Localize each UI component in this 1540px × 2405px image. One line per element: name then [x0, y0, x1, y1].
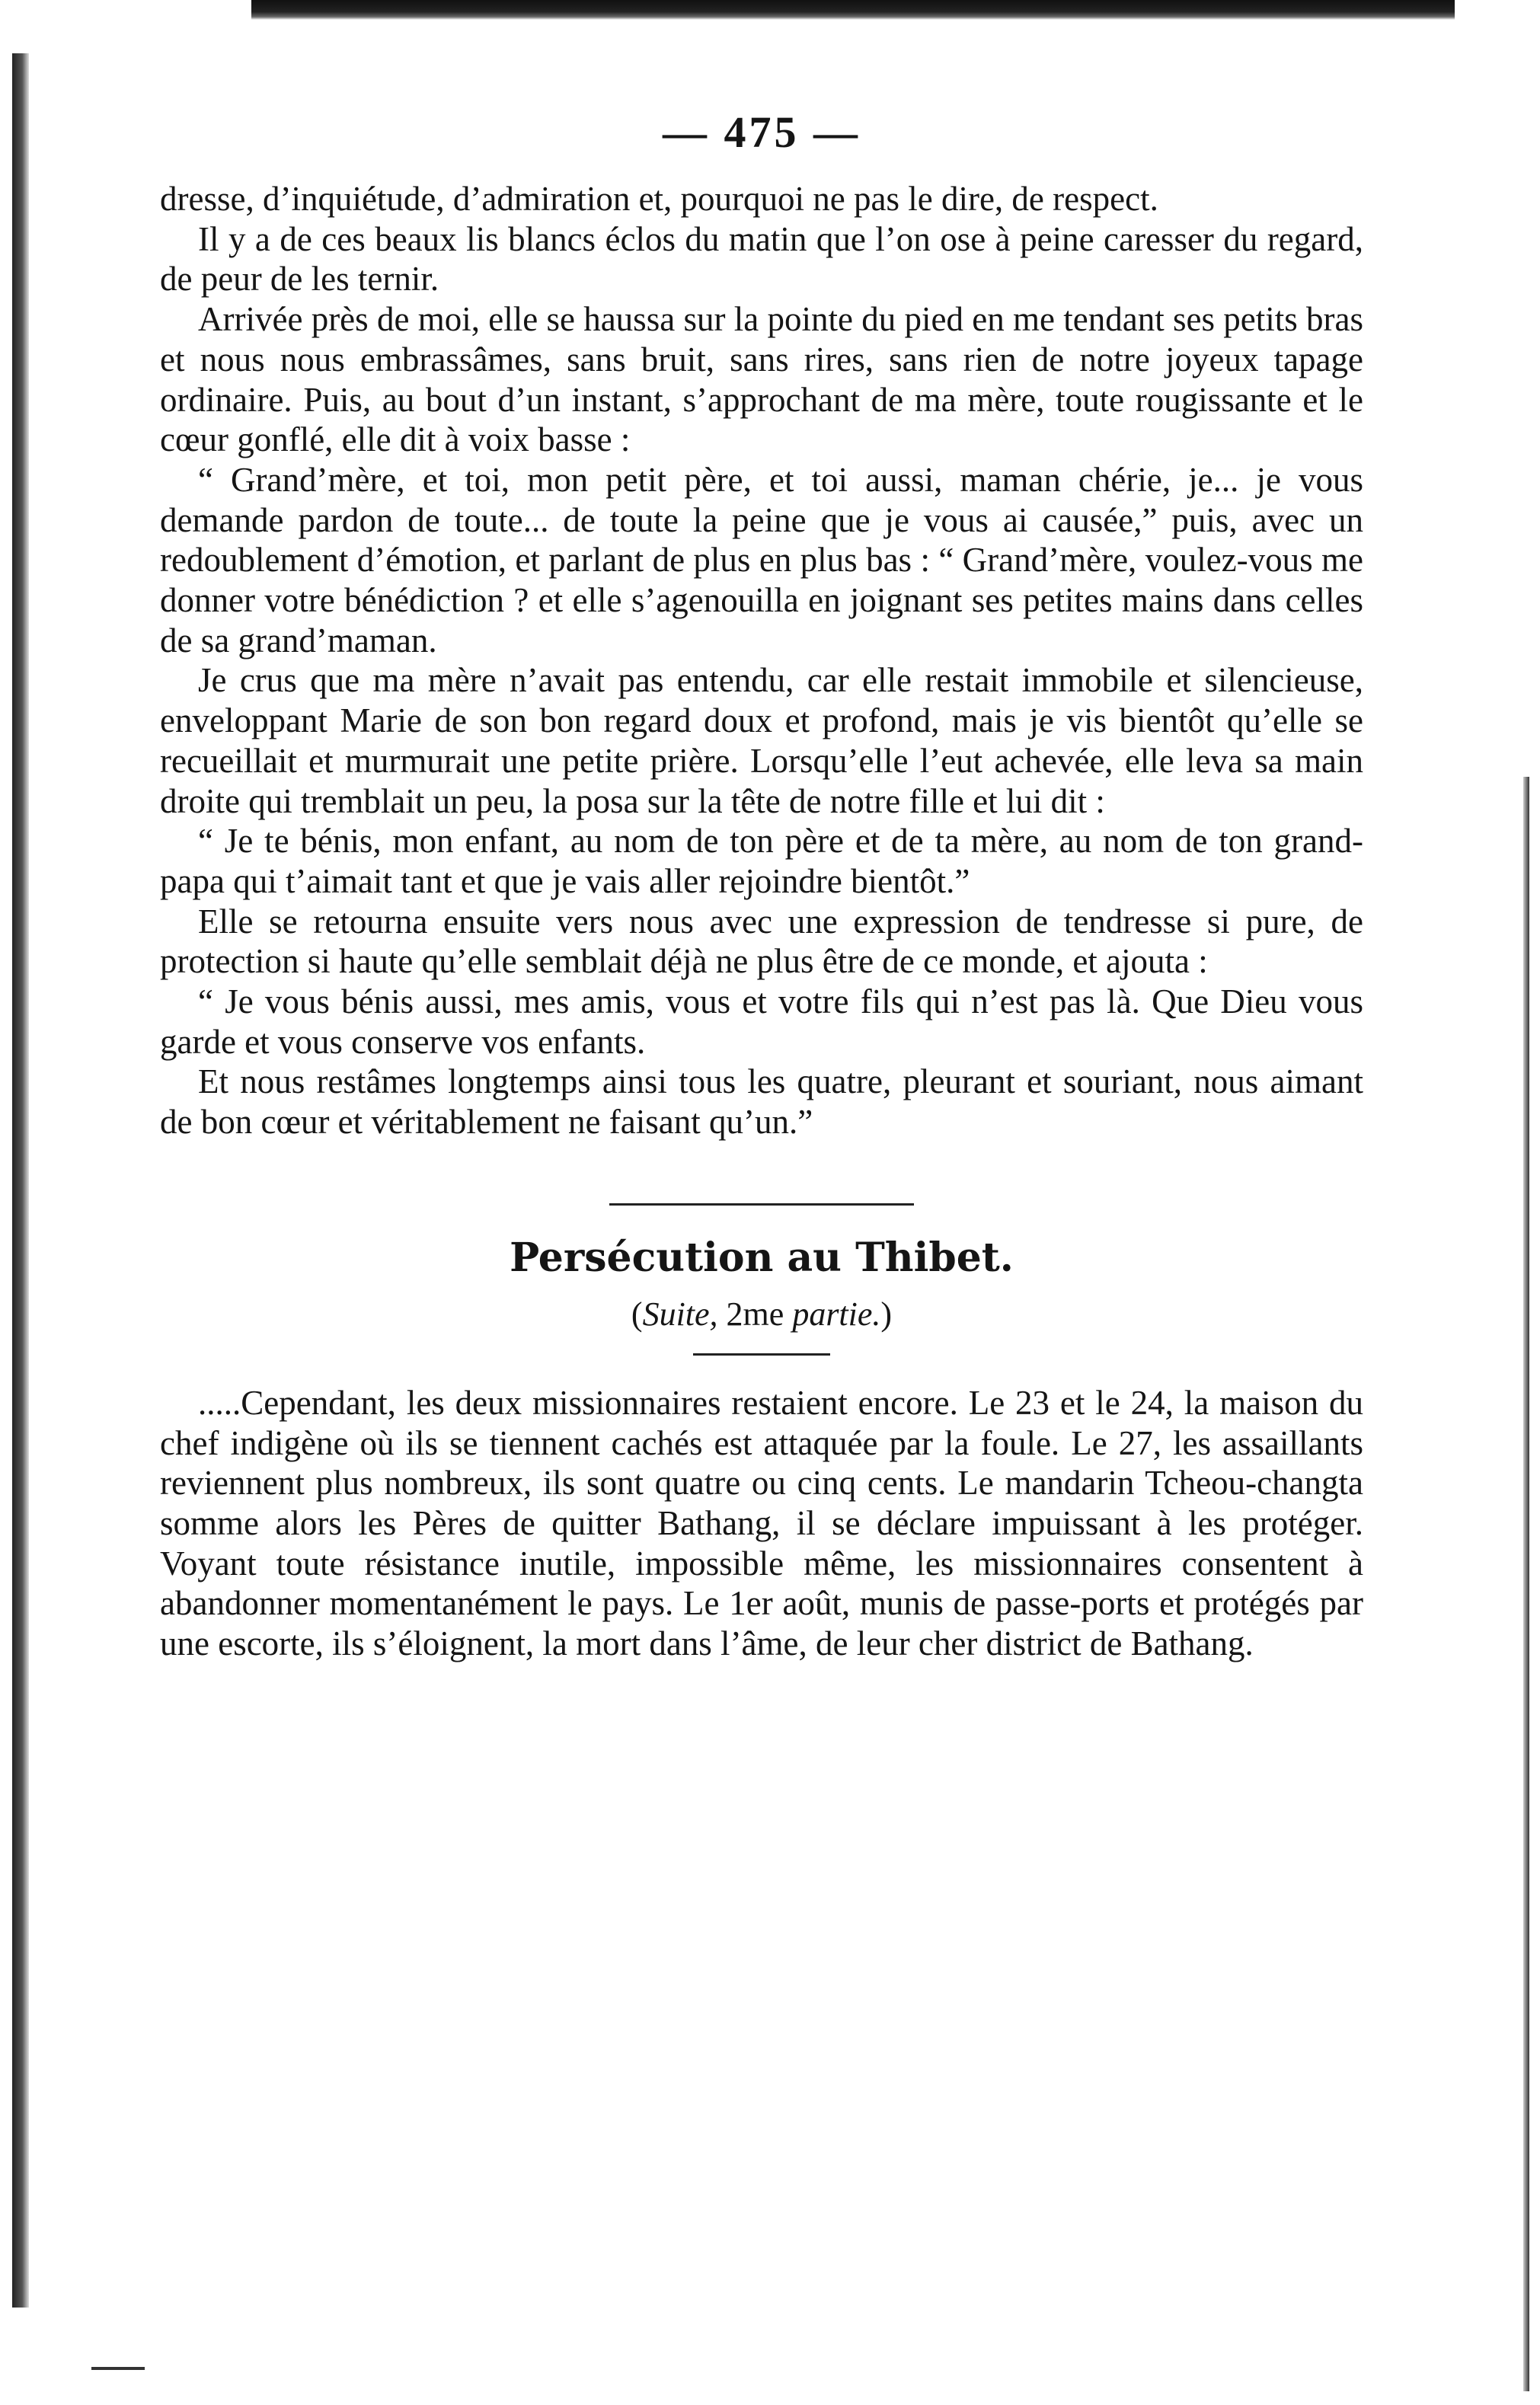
paragraph: .....Cependant, les deux missionnaires restaient encore. Le 23 et le 24, la maison du chef indigène où ils se tiennent cachés est attaquée par la foule. Le 27, les assaillants reviennent plus nombreux, ils sont quatre ou cinq cents. Le mandarin Tcheou-changta somme alors les Pères de quitter Bathang, il se déclare impuissant à les protéger. Voyant toute résistance inutile, impossible même, les missionnaires consentent à abandonner momentanément le pays. Le 1er août, munis de passe-ports et protégés par une escorte, ils s’éloignent, la mort dans l’âme, de leur cher district de Bathang.	[160, 1383, 1363, 1663]
book-page	[160, 107, 1363, 1664]
subtitle-open-paren: (	[631, 1295, 643, 1333]
page-number: — 475 —	[663, 107, 861, 157]
paragraph: Il y a de ces beaux lis blancs éclos du matin que l’on ose à peine caresser du regard, de peur de les ternir.	[160, 219, 1363, 299]
paragraph: dresse, d’inquiétude, d’admiration et, pourquoi ne pas le dire, de respect.	[160, 180, 1158, 218]
paragraph: Arrivée près de moi, elle se haussa sur la pointe du pied en me tendant ses petits bras et nous nous embrassâmes, sans bruit, sans rires, sans rien de notre joyeux tapage ordinaire. Puis, au bout d’un instant, s’approchant de ma mère, toute rougissante et le cœur gonflé, elle dit à voix basse :	[160, 300, 1363, 459]
scan-edge-top	[251, 0, 1455, 20]
subtitle-middle: 2me	[717, 1295, 793, 1333]
paragraph: “ Grand’mère, et toi, mon petit père, et toi aussi, maman chérie, je... je vous demande pardon de toute... de toute la peine que je vous ai causée,” puis, avec un redoublement d’émotion, et parlant de plus en plus bas : “ Grand’mère, voulez-vous me donner votre bénédiction ? et elle s’agenouilla en joignant ses petites mains dans celles de sa grand’maman.	[160, 460, 1363, 660]
paragraph: “ Je te bénis, mon enfant, au nom de ton père et de ta mère, au nom de ton grand-papa qui t’aimait tant et que je vais aller rejoindre bientôt.”	[160, 822, 1363, 900]
subtitle-close-paren: )	[880, 1295, 893, 1333]
subtitle-partie: partie.	[792, 1295, 881, 1333]
subtitle-divider	[693, 1353, 830, 1356]
section-title: Persécution au Thibet.	[510, 1234, 1014, 1281]
section-subtitle	[160, 1295, 1363, 1333]
paragraph: Et nous restâmes longtemps ainsi tous les quatre, pleurant et souriant, nous aimant de bon cœur et véritablement ne faisant qu’un.”	[160, 1062, 1363, 1142]
scan-edge-right	[1523, 777, 1529, 2391]
scan-mark-bottom	[91, 2367, 145, 2370]
paragraph: Je crus que ma mère n’avait pas entendu, car elle restait immobile et silencieuse, enveloppant Marie de son bon regard doux et profond, mais je vis bientôt qu’elle se recueillait et murmurait une petite prière. Lorsqu’elle l’eut achevée, elle leva sa main droite qui tremblait un peu, la posa sur la tête de notre fille et lui dit :	[160, 661, 1363, 820]
paragraph: “ Je vous bénis aussi, mes amis, vous et votre fils qui n’est pas là. Que Dieu vous garde et vous conserve vos enfants.	[160, 982, 1363, 1061]
subtitle-suite: Suite,	[642, 1295, 718, 1333]
scan-edge-left	[12, 53, 29, 2308]
section-divider	[609, 1203, 914, 1206]
paragraph: Elle se retourna ensuite vers nous avec une expression de tendresse si pure, de protection si haute qu’elle semblait déjà ne plus être de ce monde, et ajouta :	[160, 902, 1363, 981]
